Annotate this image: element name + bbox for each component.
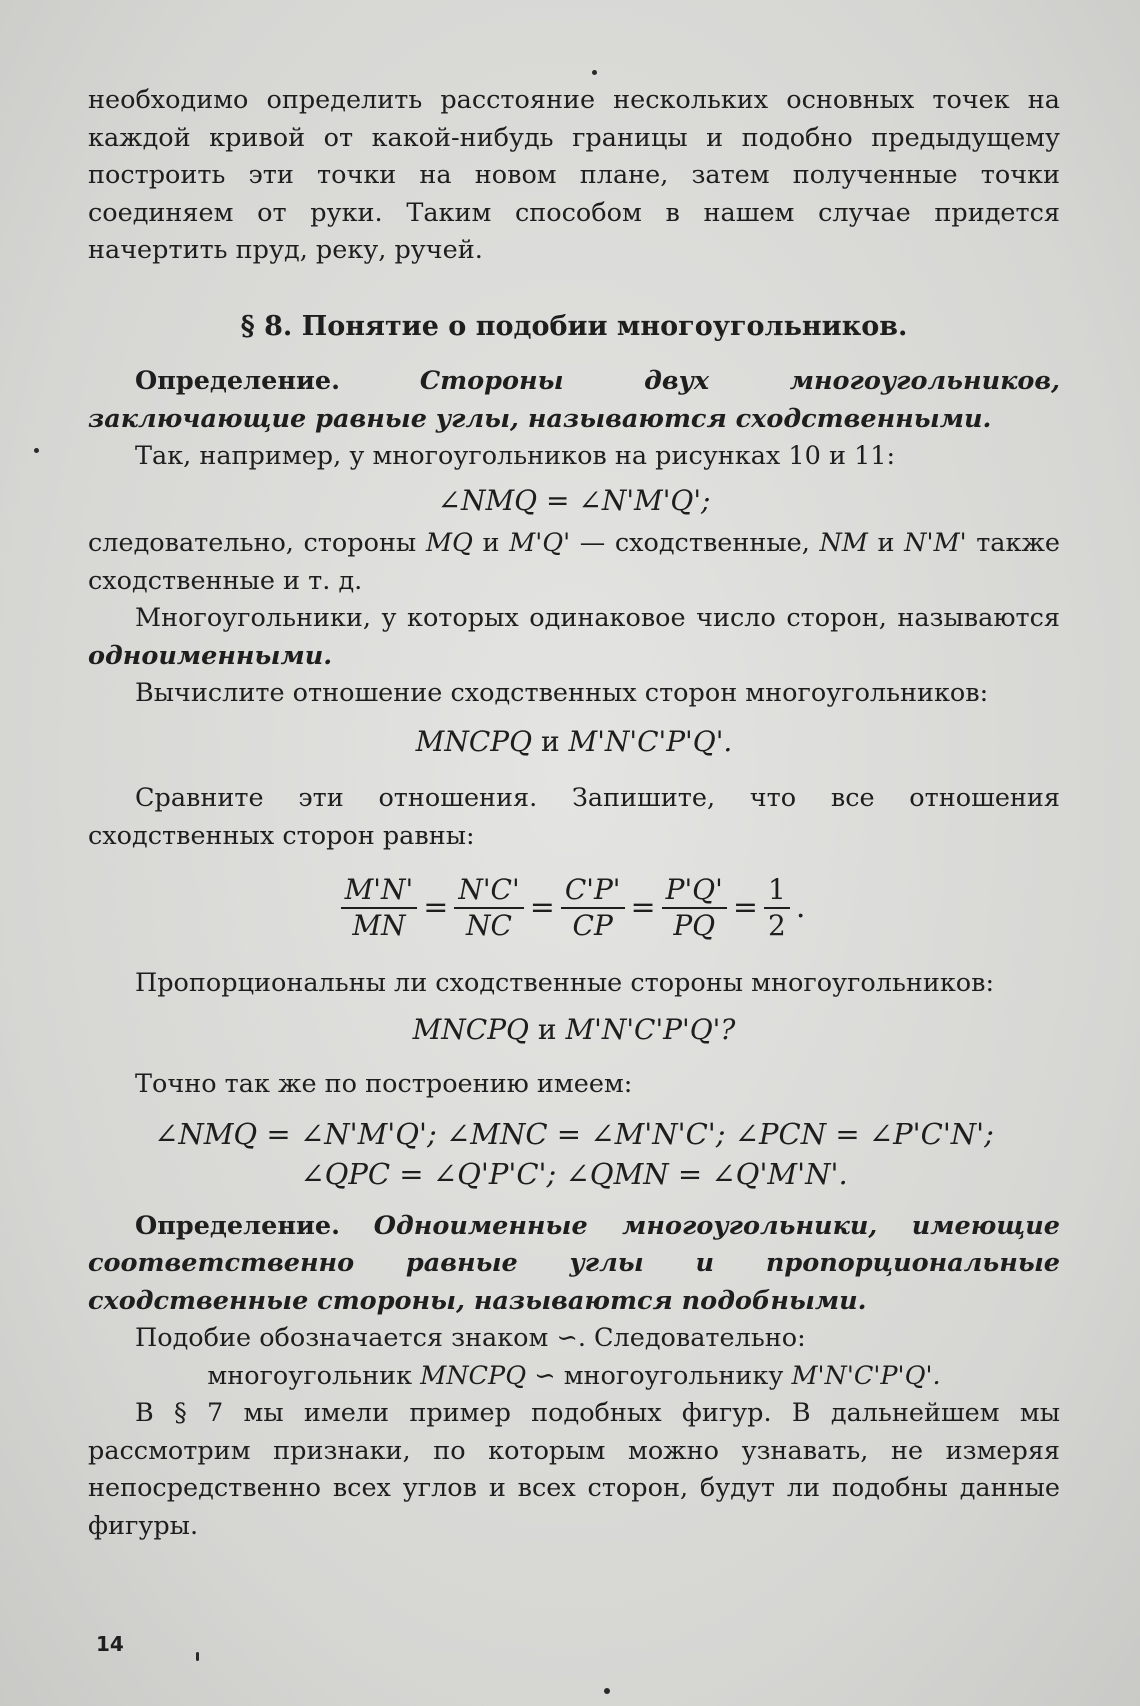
proportional-question: Пропорциональны ли сходственные стороны многоугольников:	[135, 968, 995, 998]
polygon-1: MNCPQ	[415, 724, 533, 758]
denominator: PQ	[673, 909, 716, 942]
definition-2	[88, 1208, 1060, 1321]
equals-sign: =	[732, 890, 758, 926]
side-mq-prime: M'Q'	[509, 528, 571, 558]
fraction	[662, 873, 727, 943]
similarity-text: . Следовательно:	[577, 1323, 806, 1353]
consequence-text: также сходственные и т. д.	[88, 528, 1060, 596]
likewise-paragraph: Точно так же по построению имеем:	[135, 1069, 633, 1099]
conjunction: и	[472, 528, 510, 558]
ratio-equation	[88, 873, 1060, 943]
denominator: CP	[572, 909, 613, 942]
numerator: P'Q'	[662, 873, 727, 909]
angles-equalities	[88, 1114, 1060, 1194]
final-paragraph: В § 7 мы имели пример подобных фигур. В дальнейшем мы рассмотрим признаки, по которым можно узнавать, не измеряя непосредственно всех углов и всех сторон, будут ли подобны данные фигуры.	[88, 1398, 1060, 1541]
similarity-sign: ∽	[556, 1323, 578, 1353]
similarity-sign: ∽	[526, 1360, 564, 1391]
fraction	[341, 873, 418, 943]
fraction	[561, 873, 625, 943]
definition-label: Определение.	[135, 366, 341, 396]
fraction	[454, 873, 523, 943]
equals-sign: =	[423, 890, 449, 926]
print-speck	[34, 448, 39, 453]
period: .	[795, 890, 806, 926]
compare-paragraph: Сравните эти отношения. Запишите, что все отношения сходственных сторон равны:	[88, 783, 1060, 851]
definition-1	[88, 363, 1060, 438]
similarity-text: Подобие обозначается знаком	[135, 1323, 557, 1353]
polygon-1: MNCPQ	[412, 1012, 530, 1046]
statement-text: многоугольник	[207, 1360, 421, 1391]
intro-paragraph: необходимо определить расстояние нескольких основных точек на каждой кривой от какой-нибудь границы и подобно предыдущему построить эти точки на новом плане, затем полученные точки соединяем от руки. Таким способом в нашем случае придется начертить пруд, реку, ручей.	[88, 85, 1060, 265]
side-mq: MQ	[425, 528, 473, 558]
consequence-paragraph	[88, 525, 1060, 600]
example-paragraph: Так, например, у многоугольников на рисунках 10 и 11:	[135, 441, 896, 471]
homonym-paragraph	[88, 600, 1060, 675]
consequence-text: — сходственные,	[570, 528, 820, 558]
numerator: 1	[764, 873, 790, 909]
polygon-2: M'N'C'P'Q'?	[565, 1012, 736, 1046]
print-speck	[604, 1688, 610, 1694]
conjunction: и	[529, 1012, 566, 1046]
section-heading: § 8. Понятие о подобии многоугольников.	[240, 310, 908, 342]
print-speck	[592, 70, 597, 75]
equals-sign: =	[630, 890, 656, 926]
polygons-pair-1	[88, 723, 1060, 761]
numerator: C'P'	[561, 873, 625, 909]
definition-text: Стороны двух многоугольников, заключающие равные углы, называются сходственными.	[88, 366, 1061, 434]
print-speck	[196, 1652, 199, 1661]
polygon-2: M'N'C'P'Q'.	[791, 1360, 941, 1391]
homonym-text: Многоугольники, у которых одинаковое число сторон, называются	[135, 603, 1060, 633]
numerator: N'C'	[454, 873, 523, 909]
denominator: NC	[466, 909, 512, 942]
similarity-paragraph	[88, 1320, 1060, 1358]
fraction	[764, 873, 790, 943]
consequence-text: следовательно, стороны	[88, 528, 426, 558]
polygons-pair-2	[88, 1011, 1060, 1049]
page-number: 14	[96, 1632, 124, 1656]
angles-line-2: ∠QPC = ∠Q'P'C'; ∠QMN = ∠Q'M'N'.	[300, 1156, 848, 1191]
conjunction: и	[532, 724, 569, 758]
similarity-statement	[88, 1358, 1060, 1396]
homonym-term: одноименными.	[88, 640, 333, 671]
polygon-2: M'N'C'P'Q'.	[568, 724, 733, 758]
denominator: MN	[352, 909, 406, 942]
equals-sign: =	[529, 890, 555, 926]
statement-text: многоугольнику	[563, 1360, 792, 1391]
denominator: 2	[767, 909, 786, 942]
compute-paragraph: Вычислите отношение сходственных сторон многоугольников:	[135, 678, 989, 708]
angles-line-1: ∠NMQ = ∠N'M'Q'; ∠MNC = ∠M'N'C'; ∠PCN = ∠P'C'N';	[154, 1116, 994, 1151]
polygon-1: MNCPQ	[420, 1360, 527, 1391]
side-nm-prime: N'M'	[904, 528, 967, 558]
page-text	[88, 82, 1060, 1545]
side-nm: NM	[819, 528, 868, 558]
conjunction: и	[867, 528, 905, 558]
definition-label: Определение.	[135, 1210, 341, 1241]
definition-text: Одноименные многоугольники, имеющие соответственно равные углы и пропорциональные сходственные стороны, называются подобными.	[88, 1210, 1060, 1316]
angle-equality-formula: ∠NMQ = ∠N'M'Q';	[437, 483, 711, 517]
numerator: M'N'	[341, 873, 418, 909]
